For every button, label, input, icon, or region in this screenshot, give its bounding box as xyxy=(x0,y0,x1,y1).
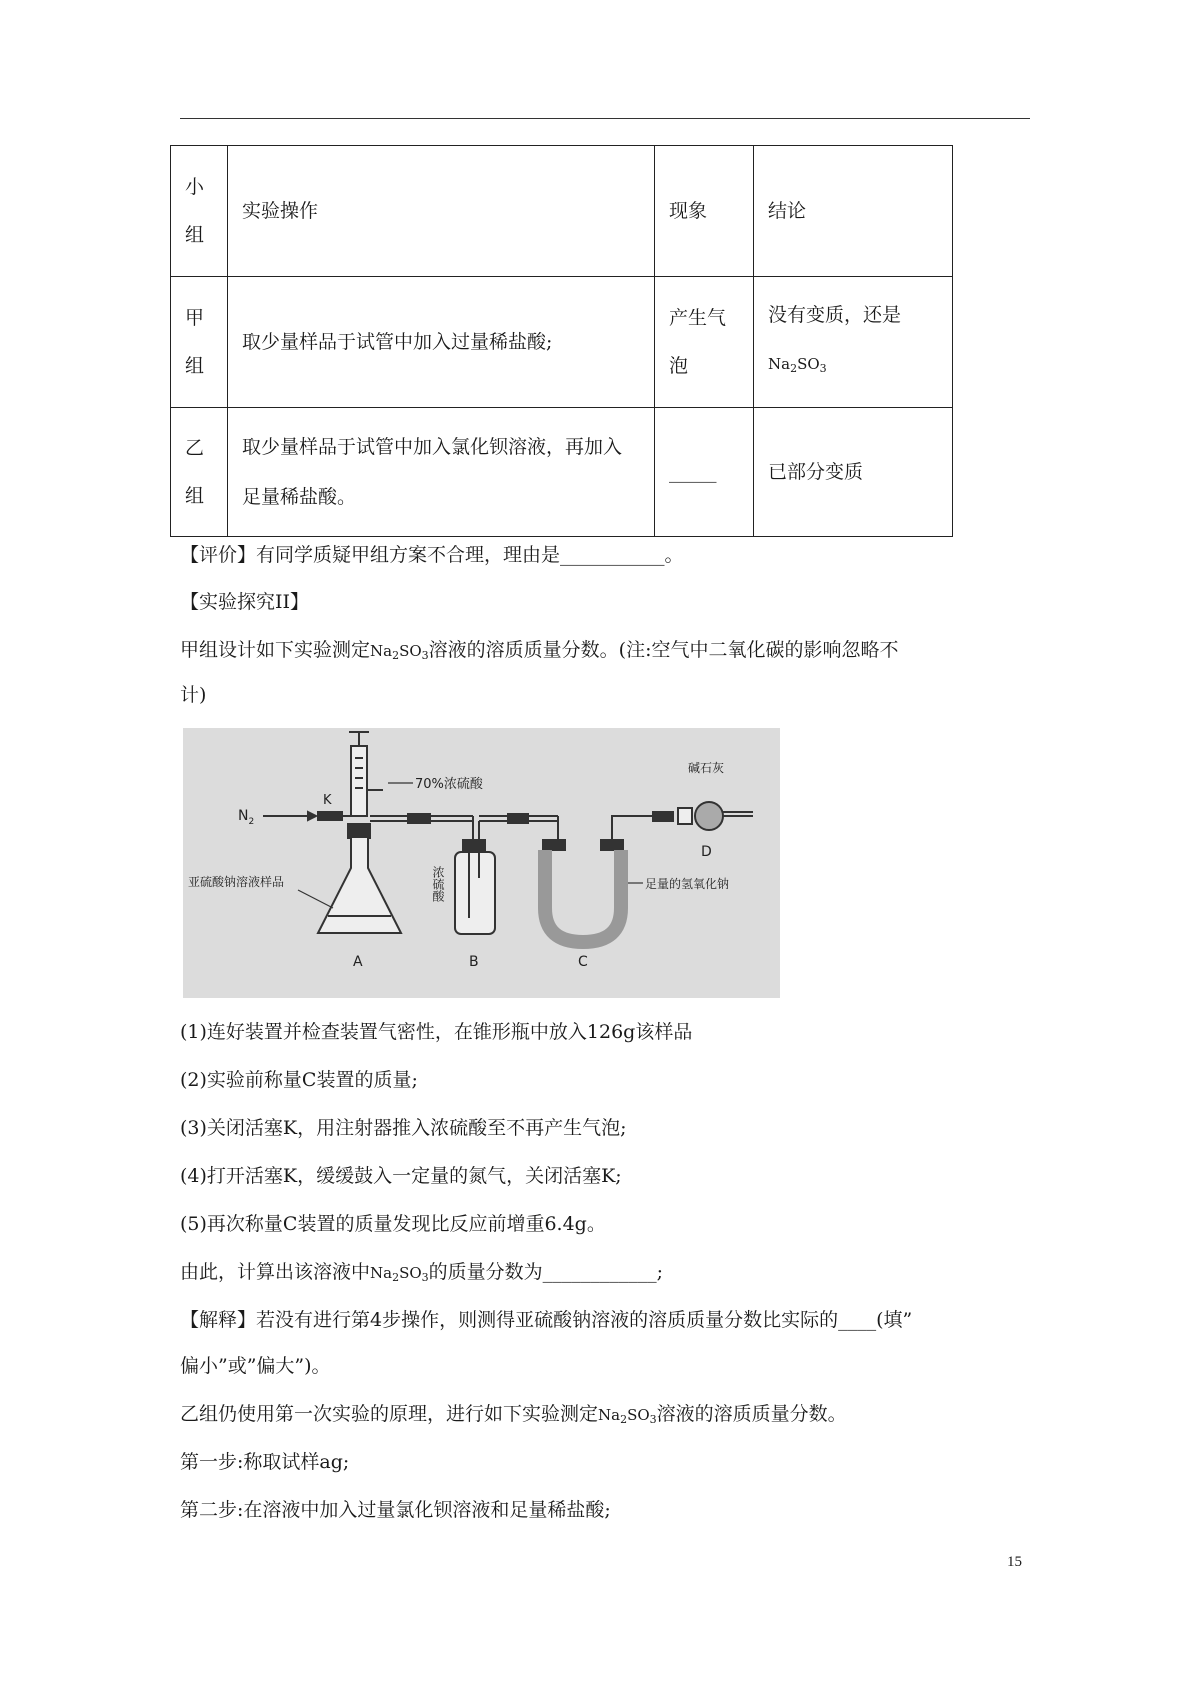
label-d-content: 碱石灰 xyxy=(688,761,725,775)
label-b-content: 浓硫酸 xyxy=(431,866,445,902)
step-2: (2)实验前称量C装置的质量; xyxy=(180,1069,418,1091)
flask-a xyxy=(318,838,401,933)
experiment-table xyxy=(170,145,953,537)
label-n2: $N_2$ xyxy=(238,808,255,827)
section-heading: 【实验探究II】 xyxy=(180,591,310,613)
step-5: (5)再次称量C装置的质量发现比反应前增重6.4g。 xyxy=(180,1213,606,1235)
header-rule xyxy=(180,118,1030,119)
u-tube-c xyxy=(545,850,621,942)
label-c-content: 足量的氢氧化钠 xyxy=(645,877,730,891)
header-conclusion: 结论 xyxy=(754,146,953,277)
cell-group: 乙组 xyxy=(171,408,228,537)
drying-tube-d xyxy=(695,802,723,830)
explain-line-cont: 偏小”或”偏大”)。 xyxy=(180,1355,331,1377)
step-1: (1)连好装置并检查装置气密性，在锥形瓶中放入126g该样品 xyxy=(180,1021,693,1043)
cell-phenomenon: _____ xyxy=(655,408,754,537)
label-acid: 70%浓硫酸 xyxy=(415,777,483,792)
header-phenomenon: 现象 xyxy=(655,146,754,277)
cell-conclusion xyxy=(754,277,953,408)
conclusion-formula: $Na_2SO_3$ xyxy=(768,355,827,375)
yi-step-2: 第二步:在溶液中加入过量氯化钡溶液和足量稀盐酸; xyxy=(180,1499,611,1521)
cell-conclusion: 已部分变质 xyxy=(754,408,953,537)
intro-line-cont: 计) xyxy=(180,684,207,706)
cell-operation: 取少量样品于试管中加入氯化钡溶液，再加入足量稀盐酸。 xyxy=(228,408,655,537)
page-number: 15 xyxy=(1007,1554,1022,1570)
apparatus-diagram xyxy=(183,728,780,998)
header-group: 小组 xyxy=(171,146,228,277)
step-3: (3)关闭活塞K，用注射器推入浓硫酸至不再产生气泡; xyxy=(180,1117,627,1139)
cell-phenomenon: 产生气泡 xyxy=(655,277,754,408)
syringe xyxy=(351,746,367,816)
step-4: (4)打开活塞K，缓缓鼓入一定量的氮气，关闭活塞K; xyxy=(180,1165,622,1187)
evaluation-line: 【评价】有同学质疑甲组方案不合理，理由是___________。 xyxy=(180,544,684,566)
label-k: K xyxy=(323,793,332,808)
header-operation: 实验操作 xyxy=(228,146,655,277)
yi-step-1: 第一步:称取试样ag; xyxy=(180,1451,350,1473)
conclusion-text: 没有变质，还是 xyxy=(768,304,902,326)
label-b: B xyxy=(469,954,479,970)
apparatus-figure xyxy=(183,728,780,998)
label-sample: 亚硫酸钠溶液样品 xyxy=(188,875,285,889)
explain-line: 【解释】若没有进行第4步操作，则测得亚硫酸钠溶液的溶质质量分数比实际的____(填” xyxy=(180,1309,913,1331)
calc-line: 由此，计算出该溶液中$Na_2SO_3$的质量分数为____________; xyxy=(180,1261,664,1284)
bottle-b xyxy=(455,852,495,934)
intro-line: 甲组设计如下实验测定$Na_2SO_3$溶液的溶质质量分数。(注:空气中二氧化碳的影响忽略不 xyxy=(180,639,899,662)
label-a: A xyxy=(353,954,363,970)
table-row xyxy=(171,277,953,408)
table-header-row xyxy=(171,146,953,277)
yi-intro: 乙组仍使用第一次实验的原理，进行如下实验测定$Na_2SO_3$溶液的溶质质量分数。 xyxy=(180,1403,847,1426)
label-d: D xyxy=(701,844,712,860)
cell-operation: 取少量样品于试管中加入过量稀盐酸; xyxy=(228,277,655,408)
cell-group: 甲组 xyxy=(171,277,228,408)
table-row xyxy=(171,408,953,537)
label-c: C xyxy=(578,954,588,970)
